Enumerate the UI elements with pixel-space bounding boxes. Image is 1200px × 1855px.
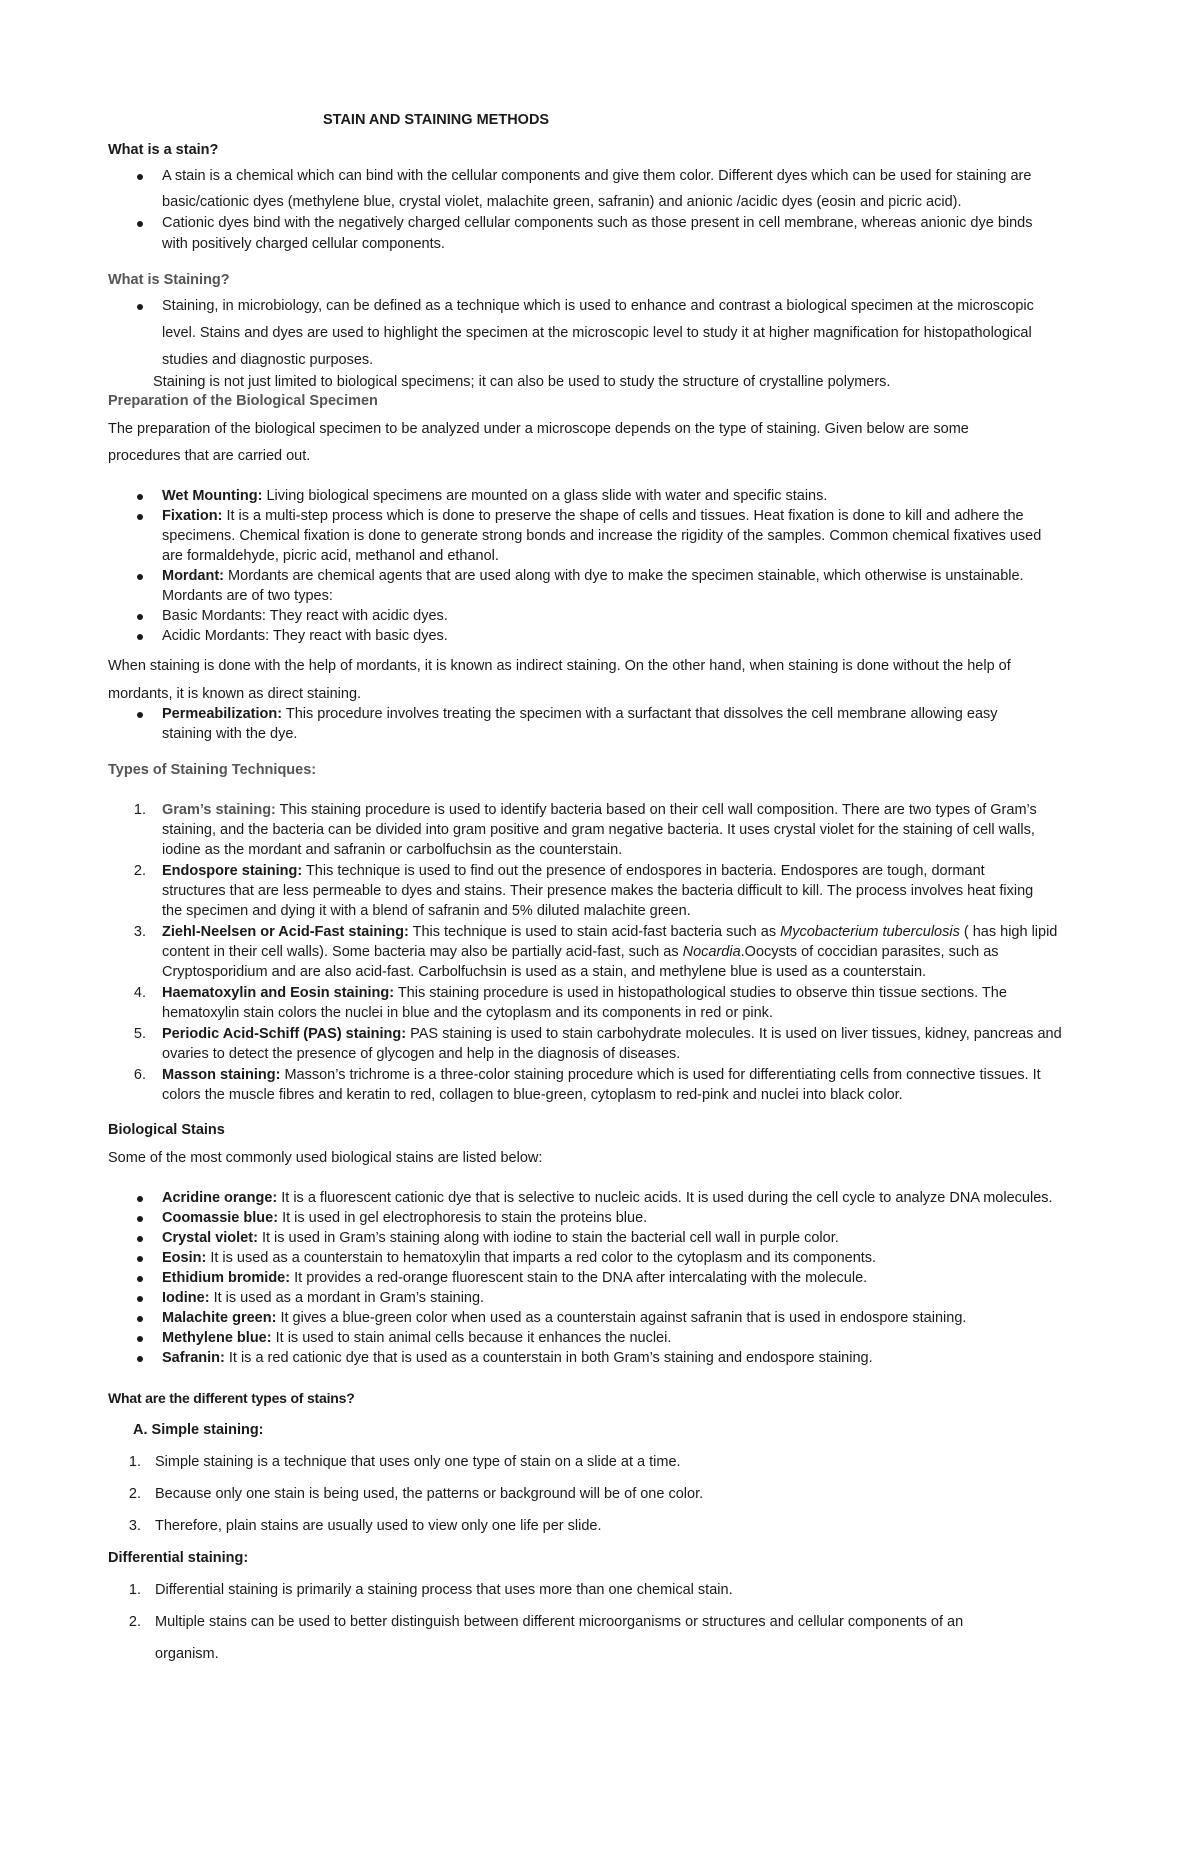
- bullet: [137, 1336, 143, 1342]
- pas-l1: [162, 1024, 1062, 1044]
- list-number: 3.: [133, 924, 146, 940]
- s6-label: Iodine:: [162, 1290, 210, 1306]
- bullet: [137, 712, 143, 718]
- mord-text: Mordants are chemical agents that are used along with dye to make the specimen stainable, which otherwise is unstainable.: [228, 568, 1024, 584]
- gram-l2: staining, and the bacteria can be divided into gram positive and gram negative bacteria. It uses crystal violet for the staining of cell walls,: [162, 822, 1035, 838]
- stain-b1-l1: A stain is a chemical which can bind with the cellular components and give them color. Different dyes which can be used for staining are: [162, 168, 1032, 184]
- indirect-l2: mordants, it is known as direct staining.: [108, 686, 362, 702]
- s3-text: It is used in Gram’s staining along with iodine to stain the bacterial cell wall in purple color.: [261, 1230, 839, 1246]
- perm-l2: staining with the dye.: [162, 726, 298, 742]
- simple-1: Simple staining is a technique that uses only one type of stain on a slide at a time.: [155, 1454, 681, 1470]
- fixation-l2: specimens. Chemical fixation is done to generate strong bonds and increase the rigidity of the samples. Common chemical fixatives used: [162, 528, 1042, 544]
- wet-label: Wet Mounting:: [162, 488, 263, 504]
- bullet: [137, 494, 143, 500]
- indirect-l1: When staining is done with the help of mordants, it is known as indirect staining. On the other hand, when staining is done without the help of: [108, 658, 1011, 674]
- fix-text: It is a multi-step process which is done to preserve the shape of cells and tissues. Heat fixation is done to kill and adhere the: [226, 508, 1024, 524]
- list-number: 1.: [133, 802, 146, 818]
- simple-3: Therefore, plain stains are usually used to view only one life per slide.: [155, 1518, 602, 1534]
- perm-l1: [162, 704, 998, 724]
- zn-l2: [162, 942, 999, 962]
- endo-l2: structures that are less permeable to dyes and stains. Their presence makes the bacteria difficult to kill. The process involves heat fixing: [162, 883, 1034, 899]
- perm-text: This procedure involves treating the specimen with a surfactant that dissolves the cell membrane allowing easy: [285, 706, 998, 722]
- bullet: [137, 1196, 143, 1202]
- heading-types: Types of Staining Techniques:: [108, 762, 317, 778]
- heading-preparation: Preparation of the Biological Specimen: [108, 393, 378, 409]
- wet-mounting-line: [162, 486, 827, 506]
- he-text: This staining procedure is used in histopathological studies to observe thin tissue sections. The: [397, 985, 1007, 1001]
- bullet: [137, 1296, 143, 1302]
- stain-b2-l1: Cationic dyes bind with the negatively charged cellular components such as those present in cell membrane, whereas anionic dye binds: [162, 215, 1033, 231]
- stain-coomassie: [162, 1208, 647, 1228]
- bullet: [137, 634, 143, 640]
- bullet: [137, 1216, 143, 1222]
- fixation-l1: [162, 506, 1024, 526]
- heading-bio-stains: Biological Stains: [108, 1122, 225, 1138]
- s5-label: Ethidium bromide:: [162, 1270, 291, 1286]
- masson-l1: [162, 1065, 1041, 1085]
- s7-text: It gives a blue-green color when used as a counterstain against safranin that is used in endospore staining.: [280, 1310, 967, 1326]
- mordant-l1: [162, 566, 1024, 586]
- bullet: [137, 1276, 143, 1282]
- heading-simple-staining: A. Simple staining:: [133, 1422, 264, 1438]
- mas-text: Masson’s trichrome is a three-color staining procedure which is used for differentiating cells from connective tissues. It: [284, 1067, 1041, 1083]
- gram-text: This staining procedure is used to identify bacteria based on their cell wall composition. There are two types of Gram’s: [279, 802, 1037, 818]
- basic-mordants: Basic Mordants: They react with acidic dyes.: [162, 608, 448, 624]
- acidic-mordants: Acidic Mordants: They react with basic dyes.: [162, 628, 448, 644]
- wet-text: Living biological specimens are mounted on a glass slide with water and specific stains.: [266, 488, 828, 504]
- zn-label: Ziehl-Neelsen or Acid-Fast staining:: [162, 924, 409, 940]
- zn-l1: [162, 922, 1057, 942]
- s9-label: Safranin:: [162, 1350, 225, 1366]
- bullet: [137, 614, 143, 620]
- pas-text: PAS staining is used to stain carbohydrate molecules. It is used on liver tissues, kidney, pancreas and: [410, 1026, 1062, 1042]
- bullet: [137, 574, 143, 580]
- stain-methylene: [162, 1328, 671, 1348]
- diff-2-l2: organism.: [155, 1646, 219, 1662]
- simple-2: Because only one stain is being used, the patterns or background will be of one color.: [155, 1486, 704, 1502]
- bullet: [137, 1256, 143, 1262]
- fix-label: Fixation:: [162, 508, 223, 524]
- stain-crystal-violet: [162, 1228, 839, 1248]
- s8-label: Methylene blue:: [162, 1330, 272, 1346]
- heading-different-types: What are the different types of stains?: [108, 1390, 355, 1406]
- page-title: STAIN AND STAINING METHODS: [323, 112, 550, 128]
- zn-text-a: This technique is used to stain acid-fast bacteria such as: [412, 924, 777, 940]
- staining-extra: Staining is not just limited to biological specimens; it can also be used to study the structure of crystalline polymers.: [153, 374, 891, 390]
- gram-l3: iodine as the mordant and safranin or carbolfuchsin as the counterstain.: [162, 842, 623, 858]
- masson-l2: colors the muscle fibres and keratin to red, collagen to blue-green, cytoplasm to red-pink and nuclei into black color.: [162, 1087, 903, 1103]
- s6-text: It is used as a mordant in Gram’s staining.: [213, 1290, 485, 1306]
- he-label: Haematoxylin and Eosin staining:: [162, 985, 395, 1001]
- endo-l1: [162, 861, 985, 881]
- s1-label: Acridine orange:: [162, 1190, 278, 1206]
- prep-intro-l1: The preparation of the biological specimen to be analyzed under a microscope depends on the type of staining. Given below are some: [108, 421, 969, 437]
- list-number: 1.: [128, 1582, 141, 1598]
- bio-intro: Some of the most commonly used biological stains are listed below:: [108, 1150, 543, 1166]
- list-number: 3.: [128, 1518, 141, 1534]
- he-l1: [162, 983, 1007, 1003]
- bullet: [137, 514, 143, 520]
- pas-l2: ovaries to detect the presence of glycogen and help in the diagnosis of diseases.: [162, 1046, 681, 1062]
- endo-text: This technique is used to find out the presence of endospores in bacteria. Endospores are tough, dormant: [305, 863, 985, 879]
- list-number: 2.: [128, 1614, 141, 1630]
- list-number: 4.: [133, 985, 146, 1001]
- fixation-l3: are formaldehyde, picric acid, methanol and ethanol.: [162, 548, 499, 564]
- heading-what-is-stain: What is a stain?: [108, 142, 219, 158]
- s4-label: Eosin:: [162, 1250, 207, 1266]
- mordant-l2: Mordants are of two types:: [162, 588, 333, 604]
- list-number: 1.: [128, 1454, 141, 1470]
- list-number: 2.: [133, 863, 146, 879]
- heading-what-is-staining: What is Staining?: [108, 272, 230, 288]
- stain-iodine: [162, 1288, 484, 1308]
- s9-text: It is a red cationic dye that is used as a counterstain in both Gram’s staining and endospore staining.: [228, 1350, 873, 1366]
- bullet: [137, 1236, 143, 1242]
- staining-b1-l1: Staining, in microbiology, can be defined as a technique which is used to enhance and contrast a biological specimen at the microscopic: [162, 298, 1034, 314]
- bullet: [137, 174, 143, 180]
- s7-label: Malachite green:: [162, 1310, 277, 1326]
- list-number: 6.: [133, 1067, 146, 1083]
- list-number: 2.: [128, 1486, 141, 1502]
- bullet: [137, 1316, 143, 1322]
- perm-label: Permeabilization:: [162, 706, 283, 722]
- s8-text: It is used to stain animal cells because it enhances the nuclei.: [275, 1330, 672, 1346]
- heading-differential: Differential staining:: [108, 1550, 249, 1566]
- stain-ethidium: [162, 1268, 867, 1288]
- zn-text-c: ( has high lipid: [963, 924, 1058, 940]
- endo-l3: the specimen and dying it with a blend of safranin and 5% diluted malachite green.: [162, 903, 691, 919]
- bullet: [137, 1356, 143, 1362]
- endo-label: Endospore staining:: [162, 863, 303, 879]
- stain-eosin: [162, 1248, 876, 1268]
- zn-l2-b: Nocardia: [682, 944, 741, 960]
- stain-malachite: [162, 1308, 966, 1328]
- s2-label: Coomassie blue:: [162, 1210, 279, 1226]
- list-number: 5.: [133, 1026, 146, 1042]
- stain-b2-l2: with positively charged cellular components.: [162, 236, 445, 252]
- mas-label: Masson staining:: [162, 1067, 281, 1083]
- s3-label: Crystal violet:: [162, 1230, 258, 1246]
- prep-intro-l2: procedures that are carried out.: [108, 448, 311, 464]
- s4-text: It is used as a counterstain to hematoxylin that imparts a red color to the cytoplasm and its components.: [210, 1250, 877, 1266]
- he-l2: hematoxylin stain colors the nuclei in blue and the cytoplasm and its components in red or pink.: [162, 1005, 773, 1021]
- staining-b1-l2: level. Stains and dyes are used to highlight the specimen at the microscopic level to study it at higher magnification for histopathological: [162, 325, 1032, 341]
- s1-text: It is a fluorescent cationic dye that is selective to nucleic acids. It is used during the cell cycle to analyze DNA molecules.: [281, 1190, 1053, 1206]
- stain-b1-l2: basic/cationic dyes (methylene blue, crystal violet, malachite green, safranin) and anionic /acidic dyes (eosin and picric acid).: [162, 194, 962, 210]
- zn-l2-c: .Oocysts of coccidian parasites, such as: [740, 944, 999, 960]
- diff-1: Differential staining is primarily a staining process that uses more than one chemical stain.: [155, 1582, 733, 1598]
- bullet: [137, 304, 143, 310]
- zn-l3: Cryptosporidium and are also acid-fast. Carbolfuchsin is used as a stain, and methylene blue is used as a counterstain.: [162, 964, 927, 980]
- stain-safranin: [162, 1348, 873, 1368]
- gram-label: Gram’s staining:: [162, 802, 276, 818]
- diff-2-l1: Multiple stains can be used to better distinguish between different microorganisms or structures and cellular components of an: [155, 1614, 964, 1630]
- gram-l1: [162, 800, 1037, 820]
- s5-text: It provides a red-orange fluorescent stain to the DNA after intercalating with the molecule.: [294, 1270, 868, 1286]
- mord-label: Mordant:: [162, 568, 225, 584]
- stain-acridine: [162, 1188, 1053, 1208]
- zn-l2-a: content in their cell walls). Some bacteria may also be partially acid-fast, such as: [162, 944, 679, 960]
- pas-label: Periodic Acid-Schiff (PAS) staining:: [162, 1026, 407, 1042]
- s2-text: It is used in gel electrophoresis to stain the proteins blue.: [282, 1210, 648, 1226]
- staining-b1-l3: studies and diagnostic purposes.: [162, 352, 374, 368]
- bullet: [137, 221, 143, 227]
- zn-text-b: Mycobacterium tuberculosis: [780, 924, 960, 940]
